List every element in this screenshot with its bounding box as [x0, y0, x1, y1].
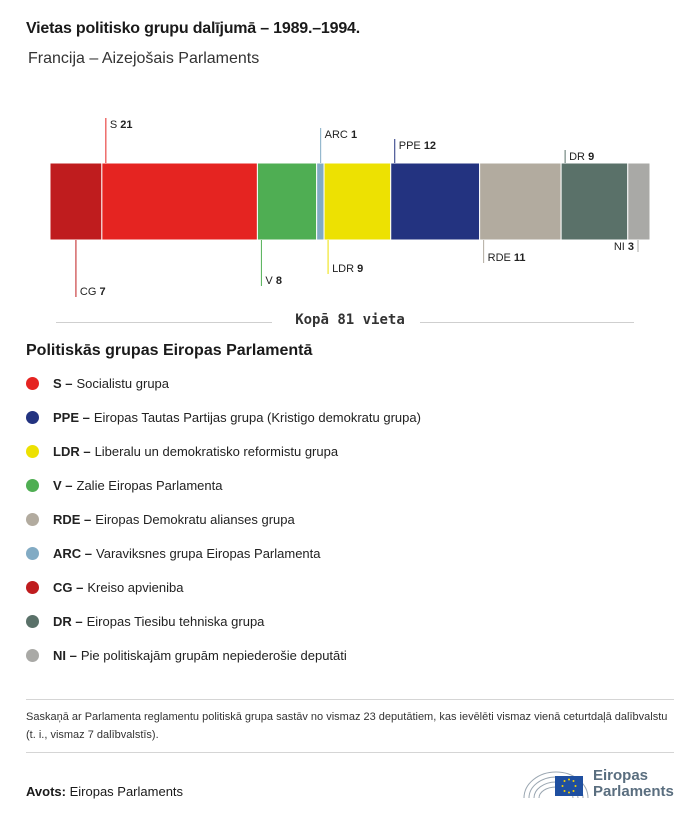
- legend-label: Zalie Eiropas Parlamenta: [76, 477, 223, 493]
- note-divider-top: [26, 699, 674, 700]
- legend-label: Kreiso apvieniba: [87, 579, 184, 595]
- bar-label-dr: DR 9: [569, 151, 595, 163]
- legend-abbr: DR –: [53, 613, 83, 629]
- legend-dot: [26, 649, 39, 662]
- source-label: Avots:: [26, 784, 66, 799]
- legend-item: [26, 468, 421, 502]
- legend-item: [26, 570, 421, 604]
- legend-label: Eiropas Tiesibu tehniska grupa: [86, 613, 265, 629]
- legend-dot: [26, 479, 39, 492]
- chart-title: Vietas politisko grupu dalījumā – 1989.–1994.: [26, 20, 360, 37]
- bar-label-s: S 21: [109, 119, 133, 131]
- legend-dot: [26, 411, 39, 424]
- ep-logo-line2: Parlaments: [593, 783, 674, 800]
- legend-abbr: V –: [53, 477, 73, 493]
- legend-item: [26, 536, 421, 570]
- bar-label-v: V 8: [265, 275, 282, 287]
- bar-segment-v: [257, 163, 316, 240]
- bar-segment-s: [102, 163, 258, 240]
- bar-segment-ppe: [391, 163, 480, 240]
- legend-label: Eiropas Demokratu alianses grupa: [95, 511, 295, 527]
- ep-logo-text: [593, 768, 674, 800]
- bar-label-cg: CG 7: [79, 286, 106, 298]
- legend-abbr: S –: [53, 375, 73, 391]
- source-value: Eiropas Parlaments: [69, 784, 184, 799]
- bar-segment-cg: [50, 163, 102, 240]
- legend-item: [26, 638, 421, 672]
- bar-label-ldr: LDR 9: [332, 263, 364, 275]
- legend-dot: [26, 547, 39, 560]
- legend-abbr: RDE –: [53, 511, 92, 527]
- legend-item: [26, 434, 421, 468]
- bar-segment-ni: [628, 163, 650, 240]
- legend-label: Eiropas Tautas Partijas grupa (Kristigo demokratu grupa): [93, 409, 421, 425]
- bar-segment-arc: [317, 163, 324, 240]
- legend-dot: [26, 445, 39, 458]
- seat-bar-chart: [0, 0, 700, 310]
- legend-abbr: ARC –: [53, 545, 93, 561]
- legend-abbr: CG –: [53, 579, 84, 595]
- legend-label: Pie politiskajām grupām nepiederošie deputāti: [80, 647, 347, 663]
- legend-item: [26, 400, 421, 434]
- legend-label: Varaviksnes grupa Eiropas Parlamenta: [96, 545, 321, 561]
- bar-label-rde: RDE 11: [487, 252, 526, 264]
- bar-label-ni: NI 3: [613, 241, 634, 253]
- footnote: Saskaņā ar Parlamenta reglamentu politiskā grupa sastāv no vismaz 23 deputātiem, kas ievēlēti vismaz vienā ceturtdaļā dalībvalstu (t. i., vismaz 7 dalībvalstīs).: [26, 711, 668, 741]
- legend-title: Politiskās grupas Eiropas Parlamentā: [26, 342, 313, 359]
- bar-segment-rde: [480, 163, 561, 240]
- bar-label-arc: ARC 1: [324, 129, 358, 141]
- total-seats-label: Kopā 81 vieta: [295, 312, 405, 328]
- legend-item: [26, 502, 421, 536]
- legend-abbr: LDR –: [53, 443, 91, 459]
- chart-subtitle: Francija – Aizejošais Parlaments: [28, 50, 260, 67]
- legend-item: [26, 604, 421, 638]
- legend-list: [26, 366, 421, 672]
- legend-abbr: NI –: [53, 647, 77, 663]
- bar-segment-dr: [561, 163, 628, 240]
- legend-dot: [26, 377, 39, 390]
- legend-item: [26, 366, 421, 400]
- legend-label: Liberalu un demokratisko reformistu grupa: [94, 443, 339, 459]
- legend-dot: [26, 615, 39, 628]
- note-divider-bottom: [26, 752, 674, 753]
- legend-dot: [26, 581, 39, 594]
- ep-logo-line1: Eiropas: [593, 767, 649, 784]
- source-line: [26, 784, 183, 799]
- bar-label-ppe: PPE 12: [398, 140, 437, 152]
- legend-label: Socialistu grupa: [76, 375, 170, 391]
- legend-dot: [26, 513, 39, 526]
- bar-segment-ldr: [324, 163, 391, 240]
- legend-abbr: PPE –: [53, 409, 90, 425]
